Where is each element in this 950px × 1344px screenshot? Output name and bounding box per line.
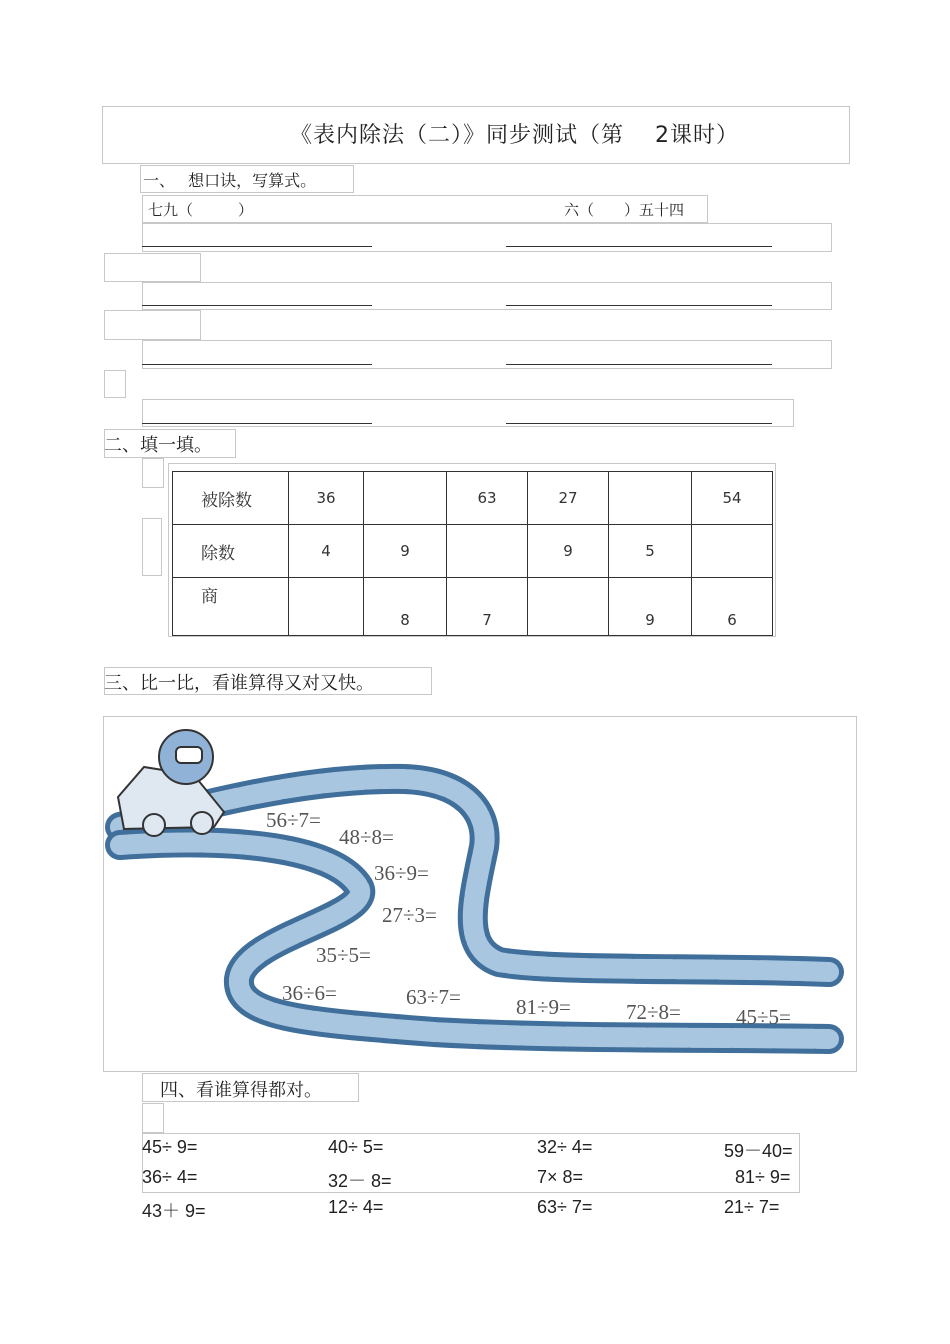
page-title: 《表内除法（二）》同步测试（第 2课时） [290,123,739,148]
answer-line-3b[interactable] [506,364,772,365]
track-problem: 27÷3= [382,903,437,927]
table-side-frame-2 [142,518,162,576]
road-track [120,779,829,1039]
table-cell[interactable]: 54 [692,472,773,525]
prompt-left: 七九（ ） [148,201,254,219]
table-cell[interactable] [692,525,773,578]
table-cell[interactable]: 36 [289,472,364,525]
table-cell[interactable] [528,578,609,636]
table-cell[interactable]: 9 [609,578,692,636]
track-problem: 35÷5= [316,943,371,967]
answer-row-frame-1 [142,223,832,252]
track-problem: 63÷7= [406,985,461,1009]
track-problem: 36÷9= [374,861,429,885]
calc-item: 43＋ 9= [142,1201,206,1221]
track-problem: 72÷8= [626,1000,681,1024]
answer-line-1b[interactable] [506,246,772,247]
row-label: 被除数 [173,472,289,525]
section1-heading: 一、 想口诀，写算式。 [143,171,317,190]
fill-in-table [172,471,773,636]
spacer-frame-2 [104,310,201,340]
track-problem: 81÷9= [516,995,571,1019]
calc-item: 59－40= [724,1141,793,1161]
table-cell[interactable]: 5 [609,525,692,578]
answer-line-4a[interactable] [142,423,372,424]
table-side-frame-1 [142,458,164,488]
answer-line-2b[interactable] [506,305,772,306]
table-cell[interactable] [447,525,528,578]
prompt-right: 六（ ）五十四 [564,201,685,219]
calc-item: 81÷ 9= [735,1167,791,1187]
spacer-frame-1 [104,253,201,282]
table-cell[interactable]: 27 [528,472,609,525]
calc-frame [142,1133,800,1193]
table-row [173,578,773,636]
table-cell[interactable]: 9 [528,525,609,578]
table-row [173,525,773,578]
section2-heading: 二、填一填。 [104,435,212,456]
table-cell[interactable]: 9 [364,525,447,578]
table-cell[interactable]: 8 [364,578,447,636]
section4-heading: 四、看谁算得都对。 [160,1080,322,1101]
table-cell[interactable] [609,472,692,525]
table-cell[interactable]: 4 [289,525,364,578]
answer-line-2a[interactable] [142,305,372,306]
calc-item: 63÷ 7= [537,1197,593,1217]
answer-line-1a[interactable] [142,246,372,247]
row-label: 除数 [173,525,289,578]
table-cell[interactable]: 63 [447,472,528,525]
table-cell[interactable]: 7 [447,578,528,636]
spacer-frame-3 [104,370,126,398]
calc-item: 12÷ 4= [328,1197,384,1217]
answer-line-3a[interactable] [142,364,372,365]
section3-heading: 三、比一比，看谁算得又对又快。 [104,673,374,694]
track-problem: 48÷8= [339,825,394,849]
table-cell[interactable] [364,472,447,525]
calc-item: 32－ 8= [328,1171,392,1191]
table-row [173,472,773,525]
track-problem: 56÷7= [266,808,321,832]
table-cell[interactable] [289,578,364,636]
race-track-illustration [104,717,854,1069]
calc-item: 40÷ 5= [328,1137,384,1157]
calc-item: 45÷ 9= [142,1137,198,1157]
answer-line-4b[interactable] [506,423,772,424]
calc-item: 36÷ 4= [142,1167,198,1187]
calc-item: 7× 8= [537,1167,584,1187]
calc-item: 32÷ 4= [537,1137,593,1157]
table-cell[interactable]: 6 [692,578,773,636]
track-problem: 36÷6= [282,981,337,1005]
calc-item: 21÷ 7= [724,1197,780,1217]
driver-helmet-icon [159,730,213,784]
row-label: 商 [173,578,289,636]
section4-side-frame [142,1103,164,1133]
track-problem: 45÷5= [736,1005,791,1029]
